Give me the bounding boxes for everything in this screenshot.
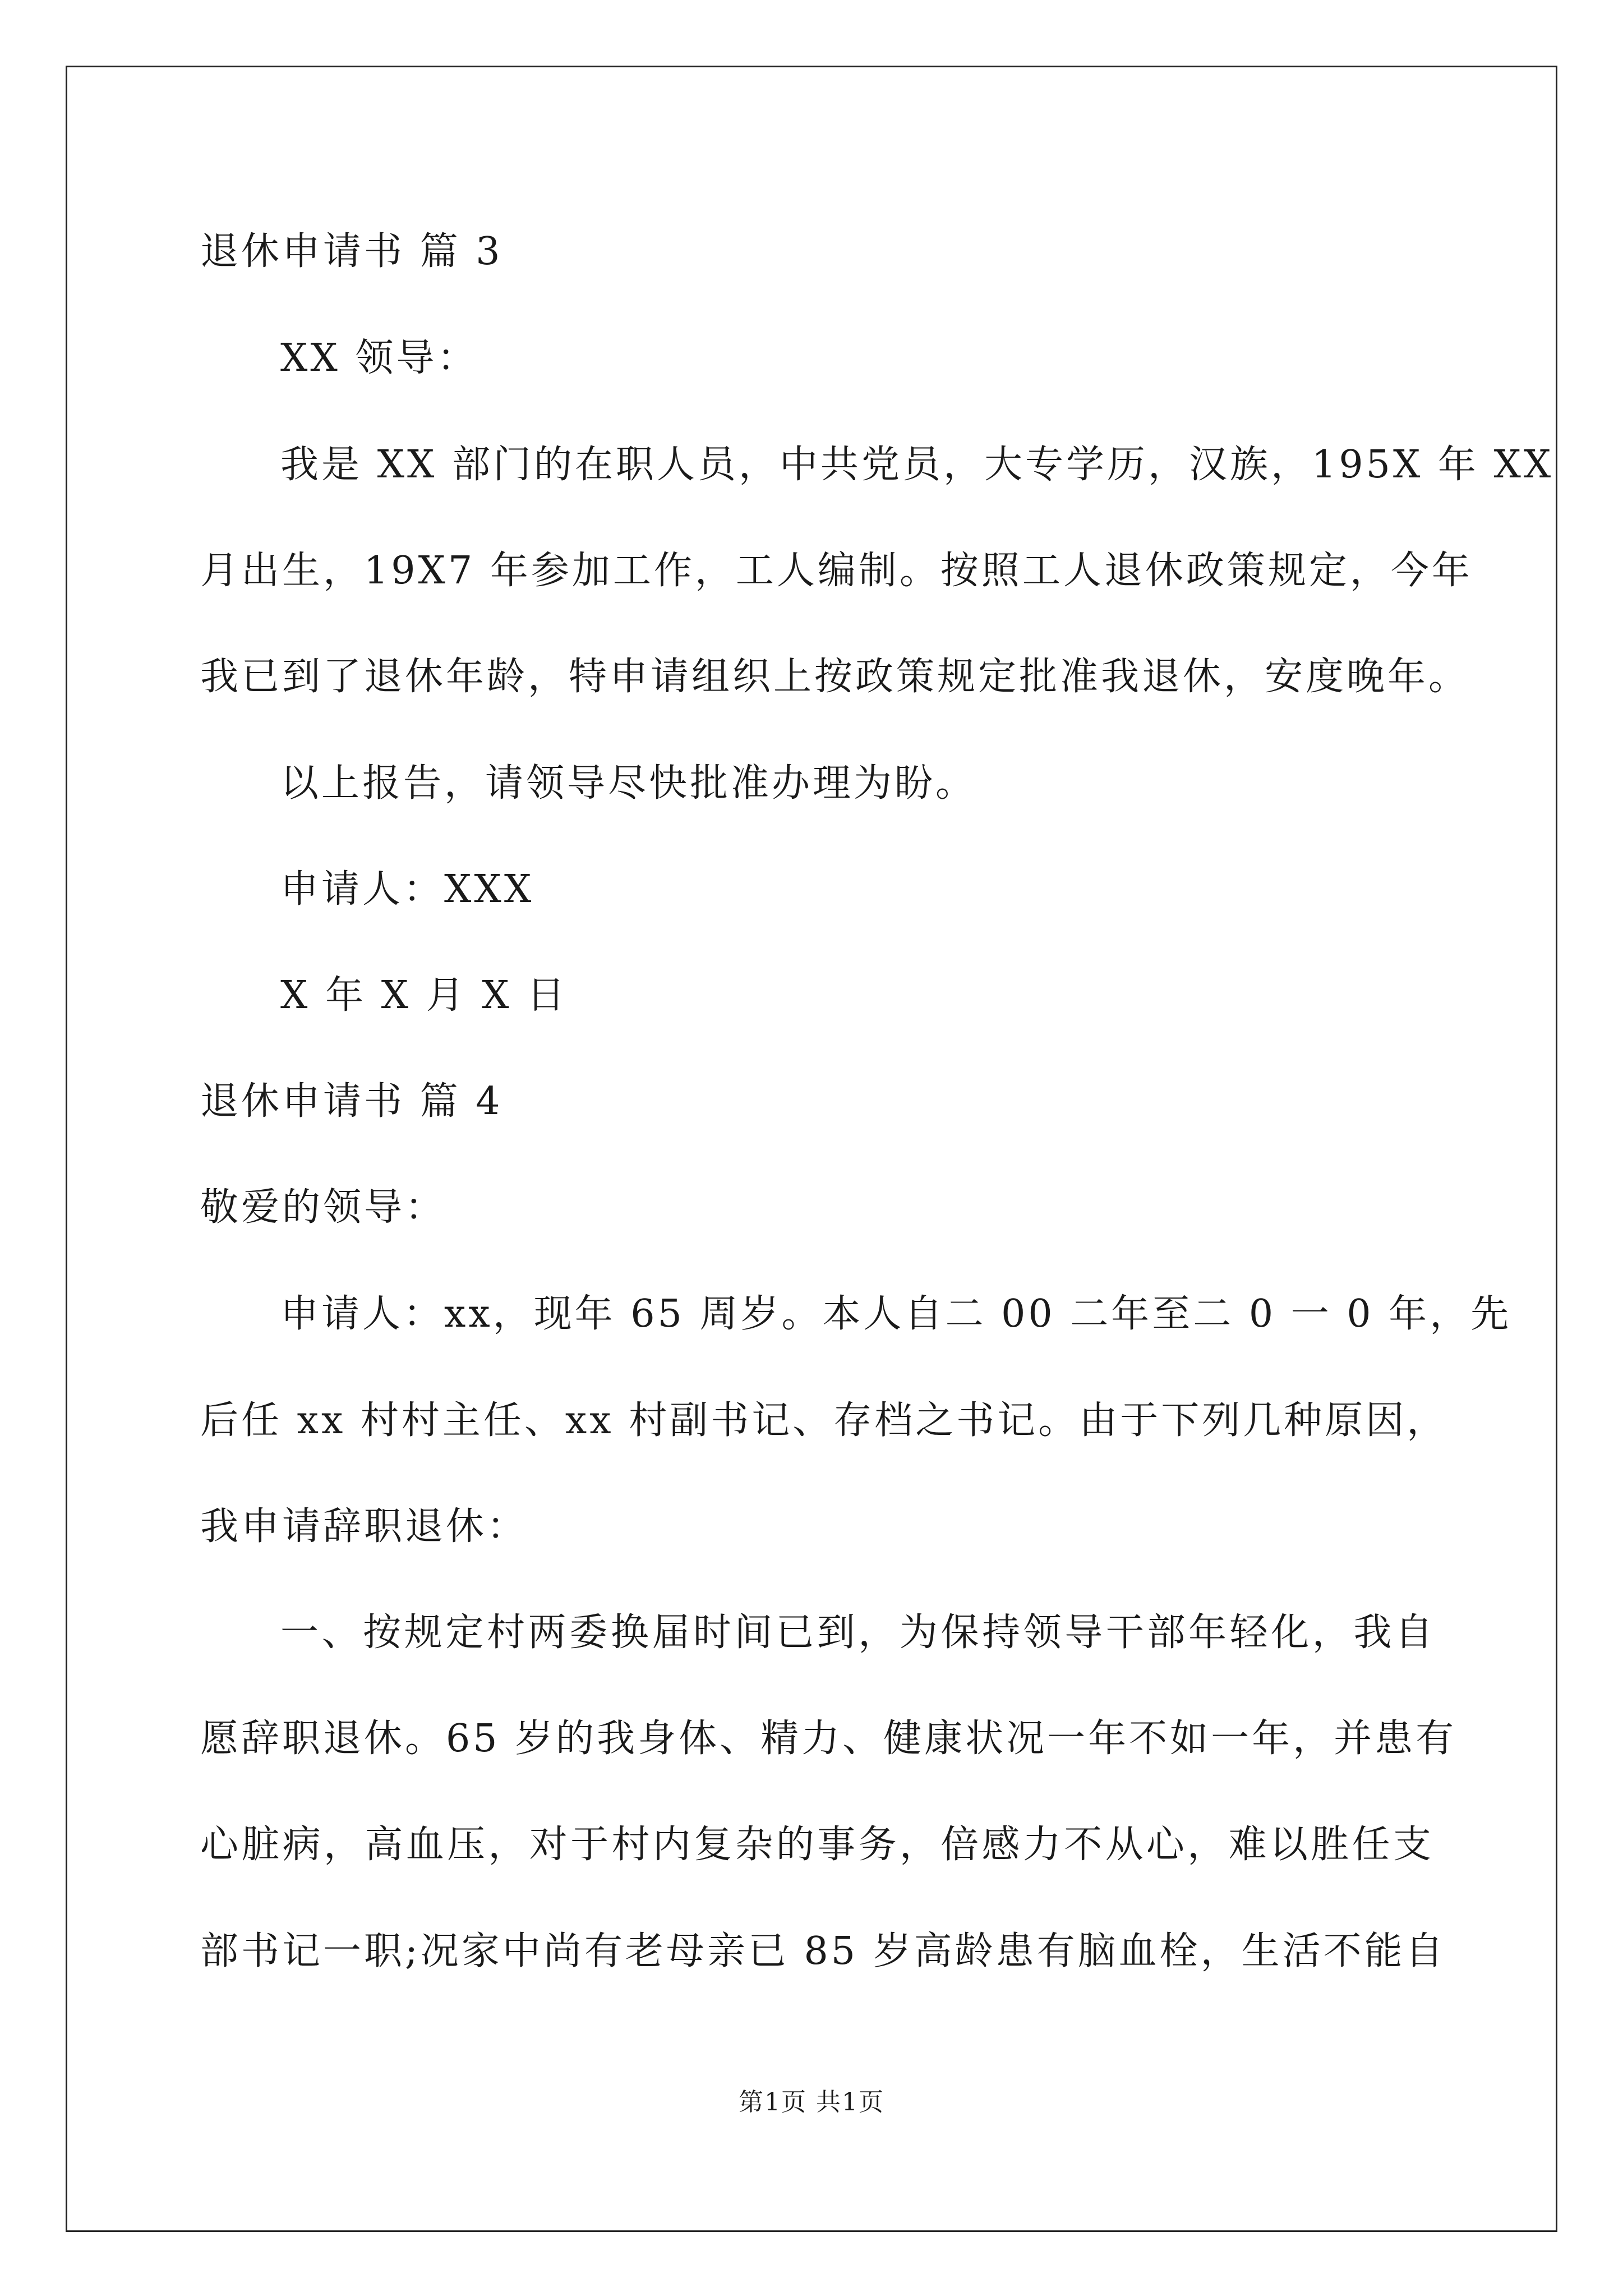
section4-heading: 退休申请书 篇 4 <box>200 1079 503 1124</box>
section3-salutation: XX 领导： <box>280 336 478 380</box>
section3-heading: 退休申请书 篇 3 <box>200 229 503 274</box>
page-border <box>66 66 1557 2232</box>
section4-para2-line1: 一、按规定村两委换届时间已到，为保持领导干部年轻化，我自 <box>280 1611 1436 1655</box>
section4-salutation: 敬爱的领导： <box>200 1185 446 1230</box>
page-number-footer: 第1页 共1页 <box>739 2088 884 2116</box>
section4-para1-line2: 后任 xx 村村主任、xx 村副书记、存档之书记。由于下列几种原因， <box>200 1398 1448 1443</box>
section4-para2-line3: 心脏病，高血压，对于村内复杂的事务，倍感力不从心，难以胜任支 <box>200 1823 1434 1867</box>
section3-date: X 年 X 月 X 日 <box>280 973 568 1018</box>
section3-para2: 以上报告，请领导尽快批准办理为盼。 <box>280 761 977 806</box>
section4-para2-line4: 部书记一职;况家中尚有老母亲已 85 岁高龄患有脑血栓，生活不能自 <box>200 1929 1446 1973</box>
section4-para1-line3: 我申请辞职退休： <box>200 1504 528 1549</box>
section4-para2-line2: 愿辞职退休。65 岁的我身体、精力、健康状况一年不如一年，并患有 <box>200 1717 1457 1761</box>
section3-applicant: 申请人：XXX <box>280 867 534 912</box>
section4-para1-line1: 申请人：xx，现年 65 周岁。本人自二 00 二年至二 0 一 0 年，先 <box>280 1292 1512 1336</box>
section3-para1-line1: 我是 XX 部门的在职人员，中共党员，大专学历，汉族，195X 年 XX <box>280 443 1554 487</box>
section3-para1-line3: 我已到了退休年龄，特申请组织上按政策规定批准我退休，安度晚年。 <box>200 655 1470 699</box>
section3-para1-line2: 月出生，19X7 年参加工作，工人编制。按照工人退休政策规定，今年 <box>200 549 1473 593</box>
